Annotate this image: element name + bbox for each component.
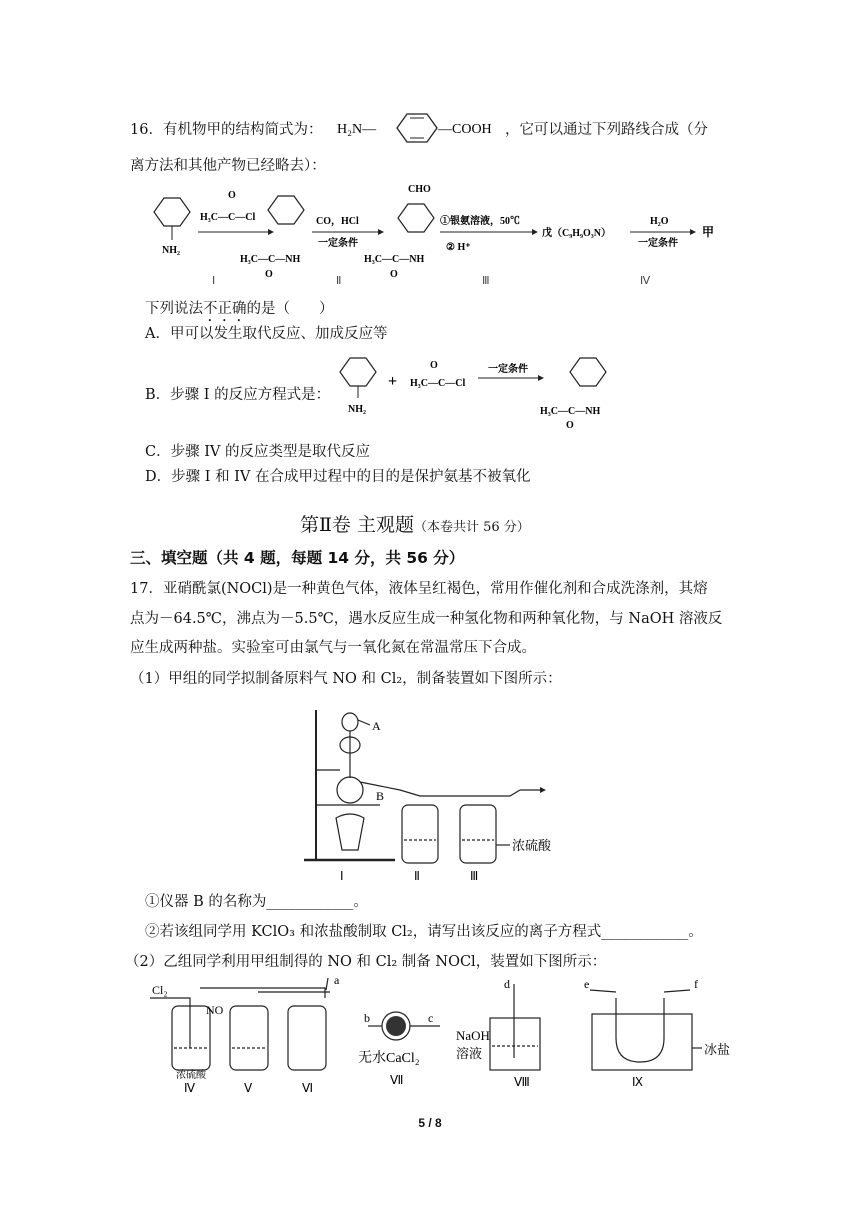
- nh2-label: NH₂: [162, 245, 180, 256]
- flask-b: [337, 777, 363, 803]
- label-f: f: [694, 978, 698, 991]
- label-c: c: [428, 1011, 434, 1025]
- acetyl-label: H₃C—C—NH: [540, 406, 601, 417]
- q17-line3: 应生成两种盐。实验室可由氯气与一氧化氮在常温常压下合成。: [130, 640, 536, 656]
- label-d: d: [504, 978, 510, 991]
- label-cl2: Cl₂: [152, 983, 168, 997]
- label-vii: Ⅶ: [390, 1073, 404, 1087]
- outlet-a: [326, 978, 328, 990]
- funnel-top: [342, 713, 358, 731]
- q17-part1: （1）甲组的同学拟制备原料气 NO 和 Cl₂，制备装置如下图所示：: [130, 671, 562, 687]
- step-label: Ⅲ: [482, 275, 490, 287]
- bottle-iii: [460, 805, 496, 863]
- label-a: a: [334, 978, 340, 987]
- product-ring: [570, 358, 606, 386]
- step-label: Ⅱ: [336, 275, 342, 287]
- reagent-1: H₃C—C—Cl: [410, 378, 466, 389]
- label-ice-salt: 冰盐: [704, 1042, 731, 1057]
- product-wu: 戊（C₉H₉O₃N）: [542, 228, 611, 239]
- emphasis-text: 不正确: [203, 301, 247, 317]
- q17-q2: ②若该组同学用 KClO₃ 和浓盐酸制取 Cl₂，请写出该反应的离子方程式____________。: [145, 924, 703, 940]
- eq-condition: 一定条件: [488, 364, 528, 375]
- label-viii: Ⅷ: [514, 1075, 530, 1089]
- arrowhead: [378, 229, 384, 235]
- bottle-ii: [402, 805, 438, 863]
- option-a: A．甲可以发生取代反应、加成反应等: [145, 326, 388, 342]
- step-label: Ⅳ: [640, 275, 651, 287]
- section-title: 第Ⅱ卷 主观题（本卷共计 56 分）: [300, 514, 530, 536]
- q17-part2: （2）乙组同学利用甲组制得的 NO 和 Cl₂ 制备 NOCl，装置如下图所示：: [125, 954, 607, 970]
- q16-intro-before: 16．有机物甲的结构简式为：: [130, 122, 323, 138]
- reagent-4-top: H₂O: [650, 216, 669, 227]
- q16-question: 下列说法不正确的是（ ）: [145, 301, 334, 317]
- label-iv: Ⅳ: [184, 1081, 196, 1095]
- connect-tube: [200, 988, 325, 998]
- acetyl-label: H₃C—C—NH: [364, 254, 425, 265]
- option-c: C．步骤 IV 的反应类型是取代反应: [145, 444, 371, 460]
- bottle-iv: [172, 1006, 210, 1070]
- bottle-vi: [288, 1006, 326, 1070]
- aniline-ring: [340, 358, 376, 386]
- label-naoh: NaOH: [456, 1028, 490, 1043]
- synthesis-route: [140, 180, 730, 292]
- struct-left-text: H₂N—: [337, 122, 377, 137]
- label-ii: Ⅱ: [414, 869, 420, 883]
- reagent-3-top: ①银氨溶液，50℃: [440, 216, 520, 227]
- option-b: B．步骤 I 的反应方程式是：: [145, 387, 331, 403]
- label-b: B: [376, 789, 385, 803]
- q16-intro: [130, 118, 322, 139]
- label-cacl2: 无水CaCl₂: [358, 1051, 420, 1066]
- label-iii: Ⅲ: [470, 869, 479, 883]
- q17-line2: 点为－64.5℃，沸点为－5.5℃，遇水反应生成一种氢化物和两种氧化物，与 NaOH 溶液反: [130, 611, 723, 627]
- label-e: e: [584, 978, 590, 991]
- label-vi: Ⅵ: [302, 1081, 314, 1095]
- bottle-v: [230, 1006, 268, 1070]
- label-ix: Ⅸ: [632, 1075, 644, 1089]
- q16-intro-after: ，它可以通过下列路线合成（分: [505, 122, 708, 138]
- o-label: O: [430, 360, 438, 371]
- label-v: Ⅴ: [244, 1081, 253, 1095]
- label-leader: [358, 720, 370, 725]
- label-acid: 浓硫酸: [512, 838, 552, 853]
- q17-line1: 17．亚硝酰氯(NOCl)是一种黄色气体，液体呈红褐色，常用作催化剂和合成洗涤剂，其熔: [130, 581, 708, 597]
- part-three-heading: 三、填空题（共 4 题，每题 14 分，共 56 分）: [130, 549, 465, 567]
- equation-b: [330, 346, 630, 432]
- ring-2: [268, 196, 304, 224]
- struct-right-text: —COOH: [438, 122, 492, 137]
- label-solution: 溶液: [456, 1046, 483, 1061]
- o-label: O: [228, 190, 236, 201]
- q16-intro-line2: 离方法和其他产物已经略去）：: [130, 158, 326, 174]
- label-i: Ⅰ: [340, 869, 344, 883]
- ring-3: [398, 204, 434, 232]
- plus-sign: +: [388, 373, 398, 390]
- final-product: 甲: [702, 225, 715, 239]
- q17-q1: ①仪器 B 的名称为____________。: [145, 894, 368, 910]
- label-a: A: [372, 719, 381, 733]
- o-label: O: [265, 269, 273, 280]
- label-no: NO: [206, 1003, 224, 1017]
- arrowhead: [538, 375, 544, 381]
- apparatus-figure-1: [300, 700, 560, 885]
- arrowhead: [690, 229, 696, 235]
- tube-e: [590, 990, 616, 992]
- reagent-1: H₃C—C—Cl: [200, 212, 256, 223]
- option-d: D．步骤 I 和 IV 在合成甲过程中的目的是保护氨基不被氧化: [145, 469, 531, 485]
- o-label: O: [566, 420, 574, 431]
- beaker-viii: [490, 1018, 540, 1070]
- u-tube: [616, 998, 664, 1062]
- label-b: b: [364, 1011, 370, 1025]
- acetyl-label: H₃C—C—NH: [240, 254, 301, 265]
- cho-label: CHO: [408, 184, 431, 195]
- aniline-ring: [154, 198, 190, 226]
- alcohol-lamp: [336, 814, 364, 850]
- cacl2-packing: [386, 1016, 406, 1036]
- reagent-3-bottom: ② H⁺: [446, 242, 471, 253]
- apparatus-figure-2: [150, 978, 740, 1098]
- o-label: O: [390, 269, 398, 280]
- tube-f: [664, 990, 690, 992]
- reagent-2-bottom: 一定条件: [318, 238, 358, 249]
- nh2-label: NH₂: [348, 404, 366, 415]
- target-structure: [335, 106, 500, 150]
- arrowhead: [532, 229, 538, 235]
- reagent-4-bottom: 一定条件: [638, 238, 678, 249]
- page-number: 5 / 8: [418, 1116, 442, 1130]
- flow-arrowhead: [540, 787, 546, 793]
- label-acid: 浓硫酸: [176, 1070, 206, 1081]
- arrowhead: [268, 229, 274, 235]
- step-label: Ⅰ: [212, 275, 216, 287]
- reagent-2-top: CO，HCl: [316, 216, 359, 227]
